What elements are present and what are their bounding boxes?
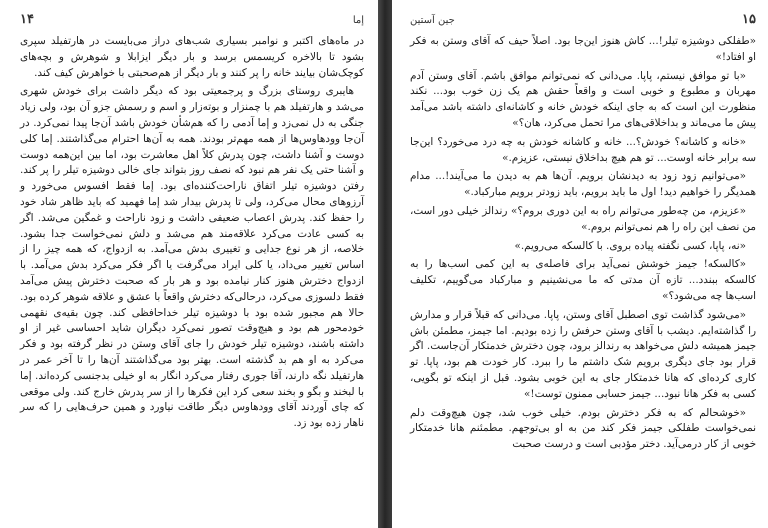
paragraph: «می‌توانیم زود زود به دیدنشان برویم. آن‌ها هم به دیدن ما می‌آیند!... مدام همدیگر را خواهیم دید! اول ما باید برویم، باید زودتر برویم مبارکباد.» xyxy=(410,170,756,199)
paragraph: هایبری روستای بزرگ و پرجمعیتی بود که دیگر داشت برای خودش شهری می‌شد و هارتفیلد هم با چمنزار و بوته‌زار و اسم و رسمش جزو آن بود، ولی زیاد جنگی به دل نمی‌زد و إما آدمی را که هم‌شأن خودش باشد آن‌جا پیدا نمی‌کرد. در آن‌جا وودهاوس‌ها از همه مهم‌تر بودند. همه به آن‌ها احترام می‌گذاشتند. إما کلی دوست و آشنا داشت، چون پدرش کلاً اهل معاشرت بود، اما بین این‌همه دوست و آشنا حتی یک نفر هم نبود که نصف روز بتواند جای خالی دوشیزه تیلر را پر کند. رفتن دوشیزه تیلر اتفاق ناراحت‌کننده‌ای بود. إما فقط افسوس می‌خورد و آرزوهای محال می‌کرد، ولی تا پدرش بیدار شد إما فهمید که باید ظاهر شاد خود را حفظ کند. پدرش اعصاب ضعیفی داشت و زود ناراحت و غمگین می‌شد. اگر به کسی عادت می‌کرد علاقه‌مند هم می‌شد و دلش نمی‌خواست جدا بشود. خلاصه، از هر نوع جدایی و تغییری بدش می‌آمد. به ازدواج، که همه چیز را از اساس تغییر می‌داد، یا کلی ایراد می‌گرفت یا اگر فکر می‌کرد بدش می‌آمد. با ازدواج دخترش هنوز کنار نیامده بود و هر بار که صحبت دخترش پیش می‌آمد فقط دلسوزی می‌کرد، درحالی‌که دخترش واقعاً با عشق و علاقه شوهر کرده بود. حالا هم مجبور شده بود با دوشیزه تیلر خداحافظی کند. چون بقیه‌ی نقهمی خودمحور هم بود و هیچ‌وقت تصور نمی‌کرد دیگران شاید احساسی غیر از او داشته باشند، دوشیزه تیلر خودش را جای آقای وستن در نظر گرفته بود و فکر می‌کرد به او هم بد گذشته است. بهتر بود می‌گذاشتند آن‌ها را تا آخر عمر در هارتفیلد نگه دارند، آقا جوری رفتار می‌کرد انگار به او خیلی بدجنسی کرده‌اند. إما با لبخند و بگو و بخند سعی کرد این فکرها را از سر پدرش خارج کند. ولی موقعی که چای آوردند آقای وودهاوس دیگر طاقت نیاورد و همین حرف‌هایی را که سر ناهار زده بود زد. xyxy=(20,85,364,430)
paragraph: «عزیزم، من چه‌طور می‌توانم راه به این دوری بروم؟» رندالز خیلی دور است، من نصف این راه را هم نمی‌توانم بروم.» xyxy=(410,204,756,233)
paragraph: «طفلکی دوشیزه تیلر!... کاش هنوز این‌جا بود. اصلاً حیف که آقای وستن به فکر او افتاد!» xyxy=(410,35,756,63)
paragraph: در ماه‌های اکتبر و نوامبر بسیاری شب‌های دراز می‌بایست در هارتفیلد سپری بشود تا بالاخره کریسمس برسد و بار دیگر ایزابلا و شوهرش و بچه‌های کوچک‌شان بیایند خانه را پر کنند و بار دیگر از هم‌صحبتی با خواهرش کیف کند. xyxy=(20,35,364,79)
page-number: ۱۵ xyxy=(742,12,756,27)
book-spine xyxy=(378,0,392,528)
page-header xyxy=(20,12,364,34)
running-head: جین آستین xyxy=(410,15,455,26)
paragraph: «با تو موافق نیستم، پاپا. می‌دانی که نمی‌توانم موافق باشم. آقای وستن آدم مهربان و مطبوع و خوبی است و واقعاً حقش هم یک زن خوب بود... نکند منظورت این است که به جای اینکه خودش خانه و کاشانه‌ای داشته باشد می‌آمد پیش ما می‌ماند و بداخلاقی‌های مرا تحمل می‌کرد، هان؟» xyxy=(410,69,756,129)
paragraph: «کالسکه! جیمز خوشش نمی‌آید برای فاصله‌ی به این کمی اسب‌ها را به کالسکه ببندد... تازه آن مدتی که ما می‌نشینیم و مبارکباد می‌گوییم، تکلیف اسب‌ها چه می‌شود؟» xyxy=(410,258,756,302)
page-body xyxy=(20,34,364,432)
paragraph: «خانه و کاشانه؟ خودش؟... خانه و کاشانه خودش به چه درد می‌خورد؟ این‌جا سه برابر خانه اوست... تو هم هیچ بداخلاق نیستی، عزیزم.» xyxy=(410,135,756,164)
paragraph: «می‌شود گذاشت توی اصطبل آقای وستن، پاپا. می‌دانی که قبلاً قرار و مدارش را گذاشته‌ایم. دیشب با آقای وستن حرفش را زده بودیم. اما جیمز، مطمئن باش جیمز همیشه دلش می‌خواهد به رندالز برود، چون دخترش خدمتکار آن‌جاست. اگر قرار بود جای دیگری برویم شک داشتم ما را ببرد. کار خودت هم بود، پاپا. تو کاری کرده‌ای که هانا خدمتکار جای به این خوبی بشود. قبل از اینکه تو بگویی، کسی به فکر هانا نبود... جیمز حسابی ممنون توست!» xyxy=(410,308,756,400)
left-page xyxy=(0,0,378,528)
paragraph: «نه، پاپا، کسی نگفته پیاده بروی. با کالسکه می‌رویم.» xyxy=(514,239,746,252)
right-page xyxy=(392,0,768,528)
page-header xyxy=(410,12,756,34)
page-number: ۱۴ xyxy=(20,12,34,27)
paragraph: «خوشحالم که به فکر دخترش بودم. خیلی خوب شد، چون هیچ‌وقت دلم نمی‌خواست طفلکی جیمز فکر کند من به او بی‌توجهم. مطمئنم هانا خدمتکار خوبی از کار درمی‌آید. دختر مؤدبی است و درست صحبت xyxy=(410,406,756,451)
running-head: إما xyxy=(352,15,364,26)
page-body xyxy=(410,34,756,453)
